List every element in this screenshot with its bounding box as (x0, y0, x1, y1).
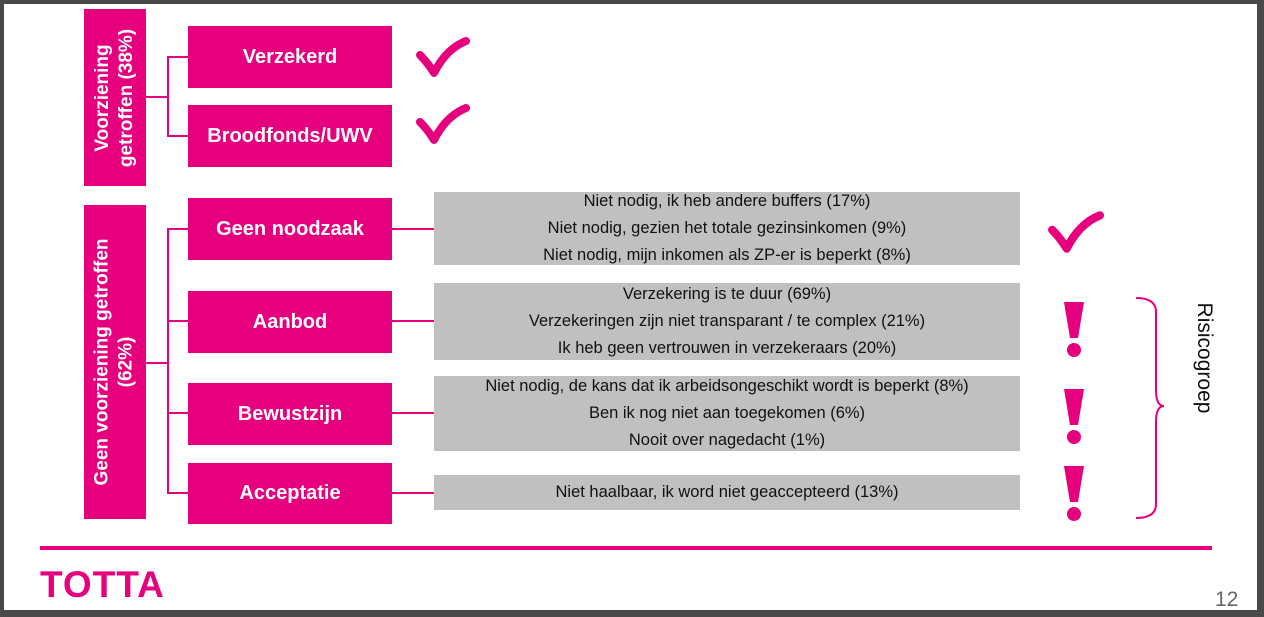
connector (167, 492, 189, 494)
connector (167, 412, 189, 414)
category-label: Acceptatie (239, 482, 341, 504)
reason-item: Niet haalbaar, ik word niet geaccepteerd (13%) (555, 483, 899, 501)
reason-item: Niet nodig, gezien het totale gezinsinkomen (9%) (547, 219, 907, 237)
connector (392, 228, 434, 230)
exclamation-icon (1058, 462, 1090, 524)
group-with-provision-line2: getroffen (38%) (116, 28, 138, 167)
category-label: Verzekerd (242, 45, 338, 68)
connector (146, 362, 168, 364)
brace-icon (1116, 294, 1166, 524)
connector (392, 320, 434, 322)
connector (392, 492, 434, 494)
category-label: Geen noodzaak (216, 217, 364, 240)
checkmark-icon (414, 104, 470, 146)
connector (167, 228, 169, 494)
connector (167, 320, 189, 322)
category-label: Aanbod (252, 310, 328, 333)
reason-item: Nooit over nagedacht (1%) (628, 431, 826, 449)
category-aanbod (188, 291, 392, 353)
connector (167, 228, 189, 230)
reason-item: Ben ik nog niet aan toegekomen (6%) (588, 404, 866, 422)
category-label: Bewustzijn (237, 402, 343, 425)
reason-item: Niet nodig, de kans dat ik arbeidsongeschikt wordt is beperkt (8%) (485, 377, 969, 395)
reasons-bewustzijn (434, 376, 1020, 451)
reason-item: Verzekeringen zijn niet transparant / te complex (21%) (528, 312, 926, 330)
category-geen-noodzaak (188, 198, 392, 260)
connector (167, 56, 169, 137)
connector (392, 412, 434, 414)
group-with-provision-line1: Voorziening (92, 43, 114, 152)
category-bewustzijn (188, 383, 392, 445)
reason-item: Niet nodig, ik heb andere buffers (17%) (583, 192, 871, 210)
risk-group-label: Risicogroep (1193, 302, 1216, 414)
reason-item: Niet nodig, mijn inkomen als ZP-er is beperkt (8%) (543, 246, 911, 264)
reasons-acceptatie (434, 475, 1020, 510)
connector (167, 135, 189, 137)
reason-item: Verzekering is te duur (69%) (622, 285, 832, 303)
category-label: Broodfonds/UWV (207, 124, 373, 147)
connector (167, 56, 189, 58)
totta-logo: TOTTA (40, 564, 165, 605)
page-number: 12 (1215, 588, 1239, 611)
category-acceptatie (188, 463, 392, 524)
group-without-provision-line1: Geen voorziening getroffen (92, 238, 113, 486)
category-broodfonds (188, 105, 392, 167)
group-without-provision-line2: (62%) (116, 336, 137, 388)
connector (146, 96, 168, 98)
group-with-provision (84, 9, 146, 186)
reason-item: Ik heb geen vertrouwen in verzekeraars (20%) (557, 339, 897, 357)
checkmark-icon (1046, 211, 1104, 255)
reasons-geen-noodzaak (434, 192, 1020, 265)
reasons-aanbod (434, 283, 1020, 360)
group-without-provision (84, 205, 146, 519)
checkmark-icon (414, 37, 470, 79)
exclamation-icon (1058, 385, 1090, 447)
exclamation-icon (1058, 298, 1090, 360)
category-verzekerd (188, 26, 392, 88)
slide (4, 4, 1257, 610)
footer-divider (40, 546, 1212, 550)
